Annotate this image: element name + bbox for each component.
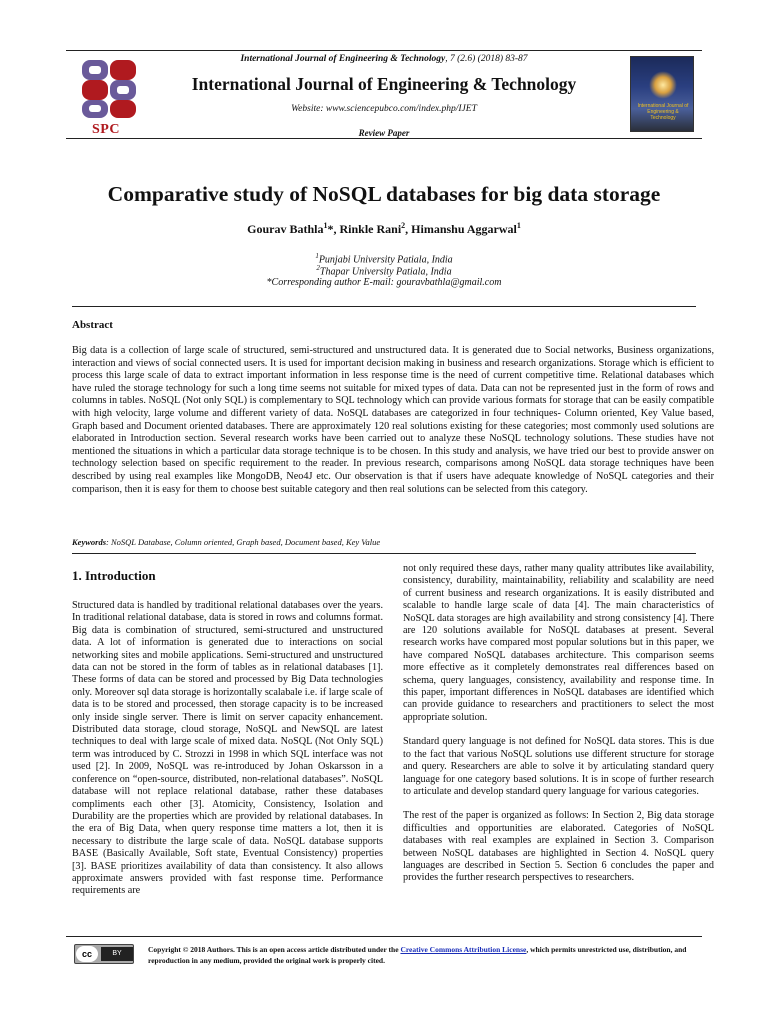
citation-rest: , 7 (2.6) (2018) 83-87: [445, 54, 528, 64]
section-heading-introduction: 1. Introduction: [72, 568, 156, 583]
citation-journal: International Journal of Engineering & Technology: [240, 54, 446, 64]
paragraph: The rest of the paper is organized as follows: In Section 2, Big data storage difficulties and opportunities are elaborated. Categories of NoSQL databases with real examples are explained in Section 3. Comparison between NoSQL databases are highlighted in Section 4. NoSQL query languages are described in Section 5. Section 6 concludes the paper and provides the further research perspectives to researchers.: [403, 810, 714, 884]
journal-title: International Journal of Engineering & Technology: [191, 74, 577, 94]
paragraph: Standard query language is not defined for NoSQL data stores. This is due to the fact that various NoSQL solutions use different structure for storage and query. Researchers are able to solve it by articulating standard query language for one category based solutions. It is in scope of further research to articulate and develop standard query language for various categories.: [403, 736, 714, 797]
footer-rule: [66, 936, 702, 937]
header-rule-top: [66, 50, 702, 51]
author-list: Gourav Bathla$^1$*, Rinkle Rani$^2$, Himanshu Aggarwal$^1$: [247, 221, 521, 236]
copyright-notice: Copyright © 2018 Authors. This is an open access article distributed under the Creative Commons Attribution License, which permits unrestricted use, distribution, and reproduction in any medium, provided the original work is properly cited.: [148, 945, 687, 965]
corresponding-author: *Corresponding author E-mail: gouravbathla@gmail.com: [266, 277, 502, 288]
cc-by-license-icon: [74, 944, 134, 964]
paragraph: Structured data is handled by traditional relational databases over the years. In traditional relational database, data is stored in rows and columns format. Big data is combination of structured, semi-structured and unstructured data. A lot of information is generated due to interactions on social networking sites and mobile applications. Semi-structured and unstructured data can not be stored in the form of tables as in relational databases [1]. These forms of data can be stored and processed by Big Data technologies only. Moreover sql data storage is horizontally scalabale i.e. if large scale of data is to be stored and processed, then storage capacity is to be increased only inside single server. There is limit on server capacity enhancement. Distributed data storage, cloud storage, NoSQL and NewSQL are latest techniques to deal with large scale of mixed data. NoSQL (Not Only SQL) term was introduced by C. Strozzi in 1998 in which SQL interface was not used [2]. In 2009, NoSQL was re-introduced by Johan Oskarsson in a conference on “open-source, distributed, non-relational databases”. NoSQL database will not replace relational database, rather these databases compliments each other [3]. Atomicity, Consistency, Isolation and Durability are the properties which are provided by relational databases. In the era of Big Data, when query response time matters a lot, then it is necessary to distribute the large scale of data. NoSQL database supports BASE (Basically Available, Soft state, Eventual Consistency) properties [3]. BASE prioritizes availability of data than consistency. It also allows approximate answers provided with fast response time. Performance requirements are: [72, 600, 383, 897]
abstract-rule-top: [72, 306, 696, 307]
cover-glow: [649, 71, 677, 99]
abstract-text: Big data is a collection of large scale of structured, semi-structured and unstructured data. It is generated due to Social networks, Business organizations, interaction and views of social connected users. It is used for important decision making in business and research organizations. Storage which is efficient to process this large scale of data to extract important information in less response time is the need of current competitive time. Relational databases which have ruled the storage technology for such a long time seems not suitable for mixed types of data. Data can not be represented just in the form of rows and columns in tables. NoSQL (Not only SQL) is complementary to SQL technology which can provide various formats for storage that can be easily compatible with high velocity, large volume and different variety of data. NoSQL databases are categorized in four techniques- Column oriented, Key Value based, Graph based and Document oriented databases. There are approximately 120 real solutions existing for these categories; most commonly used solutions are elaborated in Introduction section. Several research works have been carried out to analyze these NoSQL technology solutions. These studies have not mentioned the situations in which a particular data storage technique is to be chosen. In this study and analysis, we have tried our best to provide answer on technology selection based on specific requirement to the reader. In previous research, comparisons among NoSQL data storage techniques have been described by using real examples like MongoDB, Neo4J etc. Our observation is that if users have adequate knowledge of NoSQL categories and their comparison, then it is easy for them to choose best suitable category and then real solutions can be selected from this category.: [72, 345, 714, 495]
paper-type: Review Paper: [358, 128, 410, 138]
keywords-list: : NoSQL Database, Column oriented, Graph based, Document based, Key Value: [106, 537, 381, 547]
journal-website: Website: www.sciencepubco.com/index.php/IJET: [291, 104, 477, 114]
affiliation-2: $^2$Thapar University Patiala, India: [316, 264, 452, 278]
paper-title: Comparative study of NoSQL databases for big data storage: [107, 182, 661, 206]
journal-cover-image: [630, 56, 694, 132]
right-column: [403, 563, 714, 897]
license-link[interactable]: Creative Commons Attribution License: [400, 945, 527, 954]
left-column: [72, 600, 383, 910]
abstract-rule-bottom: [72, 553, 696, 554]
author-3: Himanshu Aggarwal$^1$: [411, 221, 521, 236]
abstract-heading: Abstract: [72, 319, 113, 331]
by-icon: BY: [101, 947, 133, 961]
keywords: [72, 537, 714, 547]
author-1: Gourav Bathla$^1$*: [247, 221, 334, 236]
author-2: Rinkle Rani$^2$: [339, 221, 406, 236]
logo-text: SPC: [92, 122, 120, 137]
paragraph: not only required these days, rather many quality attributes like availability, consistency, durability, maintainability, reliability and scalability are need of current business and research organizations. It is easily distributed and scalable to handle large scale of data [4]. The main characteristics of NoSQL data storages are high availability and strong consistency [4]. There are 120 solutions available for NoSQL databases at present. Several research works have compared most popular solutions but in this paper, we have compared NoSQL databases architecture. This comparison seems more effective as it completely demonstrates real differences based on schema, query languages, consistency, availability and response time. In this paper, important differences in NoSQL databases are identified which can provide guidance to researchers and practitioners to select the most appropriate solution.: [403, 563, 714, 723]
affiliation-1: $^1$Punjabi University Patiala, India: [315, 252, 453, 266]
keywords-label: Keywords: [72, 537, 106, 547]
cover-title: International Journal of Engineering & Technology: [637, 103, 689, 121]
cc-icon: cc: [76, 946, 98, 962]
header-rule-bottom: [66, 138, 702, 139]
